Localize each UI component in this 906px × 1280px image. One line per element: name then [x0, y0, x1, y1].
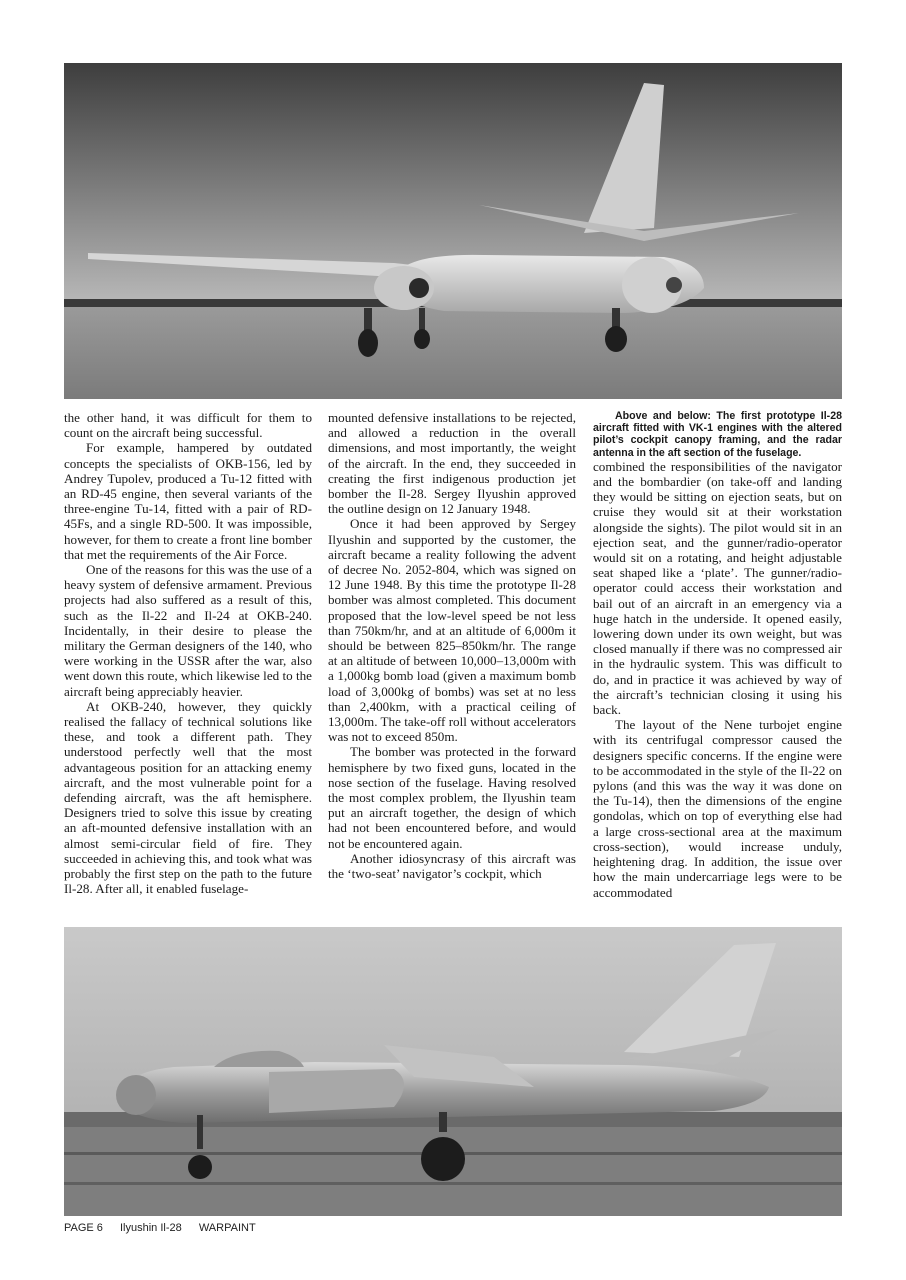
article-column-1: [64, 410, 312, 897]
page-footer: [64, 1222, 270, 1234]
paragraph: mounted defensive installations to be rejected, and allowed a reduction in the overall dimensions, and most importantly, the weight of the aircraft. In the end, they succeeded in creating the first indigenous production jet bomber the Il-28. Sergey Ilyushin approved the outline design on 12 January 1948.: [328, 410, 576, 517]
paragraph: Another idiosyncrasy of this aircraft was the ‘two-seat’ navigator’s cockpit, which: [328, 850, 576, 882]
series-name: WARPAINT: [198, 1222, 256, 1234]
paragraph: For example, hampered by outdated concepts the specialists of OKB-156, led by Andrey Tupolev, produced a Tu-12 fitted with an RD-45 engine, then several variants of the three-engine Tu-14, fitted with a pair of RD-45Fs, and a single RD-500. It was impossible, however, for them to create a front line bomber that met the requirements of the Air Force.: [64, 440, 312, 562]
photo-caption: Above and below: The first prototype Il-28 aircraft fitted with VK-1 engines with the altered pilot’s cockpit canopy framing, and the radar antenna in the aft section of the fuselage.: [593, 410, 842, 459]
page-number: PAGE 6: [64, 1222, 103, 1234]
paragraph: The layout of the Nene turbojet engine with its centrifugal compressor caused the designers specific concerns. If the engine were to be accommodated in the style of the Il-22 on pylons (and this was the way it was done on the Tu-14), then the dimensions of the engine gondolas, which on top of everything else had a large cross-sectional area at the maximum cross-section), would increase unduly, heightening drag. In addition, the issue over how the main undercarriage legs were to be accommodated: [593, 717, 842, 900]
paragraph: the other hand, it was difficult for them to count on the aircraft being successful.: [64, 410, 312, 441]
aircraft-rear-view-image: [64, 63, 842, 399]
book-title: Ilyushin Il-28: [120, 1222, 182, 1234]
aircraft-side-view-image: [64, 927, 842, 1216]
article-column-3: [593, 410, 842, 900]
top-aircraft-photo: [64, 63, 842, 399]
article-column-2: [328, 410, 576, 881]
paragraph: One of the reasons for this was the use of a heavy system of defensive armament. Previous projects had also suffered as a result of this, such as the Il-22 and Il-24 at OKB-240. Incidentally, in their desire to please the military the German designers of the 140, who were working in the USSR after the war, also went down this route, which likewise led to the aircraft being appreciably heavier.: [64, 562, 312, 699]
paragraph: At OKB-240, however, they quickly realised the fallacy of technical solutions like these, and took a different path. They understood perfectly well that the most advantageous position for an attacking enemy aircraft, and the most vulnerable point for a defending aircraft, was the aft hemisphere. Designers tried to solve this issue by creating an aft-mounted defensive installation with an almost semi-circular field of fire. They succeeded in achieving this, and took what was probably the first step on the path to the future Il-28. After all, it enabled fuselage-: [64, 698, 312, 897]
paragraph: Once it had been approved by Sergey Ilyushin and supported by the customer, the aircraft became a reality following the advent of decree No. 2052-804, which was signed on 12 June 1948. By this time the prototype Il-28 bomber was almost completed. This document proposed that the low-level speed be not less than 750km/hr, and at an altitude of 6,000m it should be between 825–850km/hr. The range at an altitude of between 10,000–13,000m with a 1,000kg bomb load (given a maximum bomb load of 3,000kg of bombs) was set at no less than 2,400km, with a practical ceiling of 13,000m. The take-off roll without accelerators was not to exceed 850m.: [328, 516, 576, 745]
paragraph: The bomber was protected in the forward hemisphere by two fixed guns, located in the nose section of the fuselage. Having resolved the most complex problem, the Ilyushin team put an aircraft together, the design of which had not been encountered before, and would not be encountered again.: [328, 744, 576, 851]
paragraph: combined the responsibilities of the navigator and the bombardier (on take-off and landing they would be sitting on ejection seats, but on cruise they would sit at their workstation alongside the sights). The pilot would sit in an ejection seat, and the gunner/radio-operator would sit on a rotating, and height adjustable seat shaped like a ‘plate’. The gunner/radio-operator could access their workstation and bail out of an aircraft in an emergency via a huge hatch in the underside. It opened easily, lowering down under its own weight, but was closed manually if there was no compressed air in the hydraulic system. This was difficult to do, and in practice it was achieved by way of the aircraft’s technician closing it using his back.: [593, 458, 842, 718]
bottom-aircraft-photo: [64, 927, 842, 1216]
